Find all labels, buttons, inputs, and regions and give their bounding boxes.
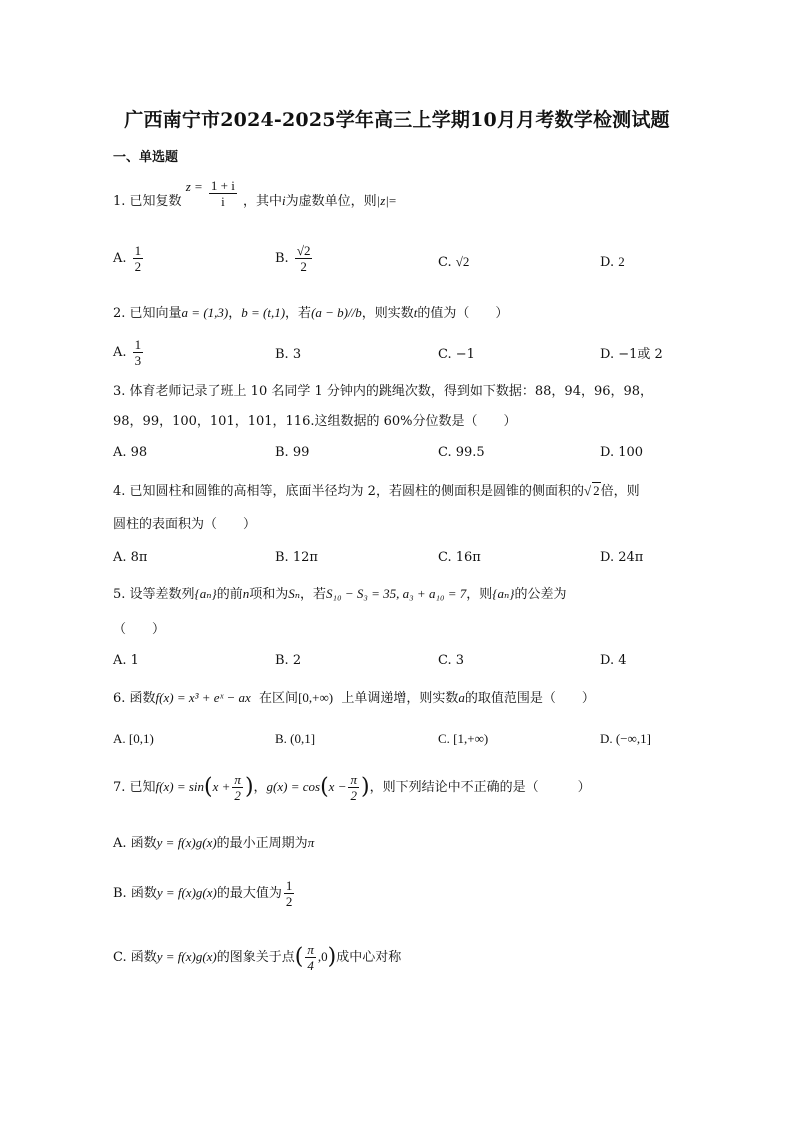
question-6: 6. 函数f(x) = x³ + eˣ − ax 在区间[0,+∞) 上单调递增，则实数a的取值范围是（ ） [113,690,595,706]
q2-option-b[interactable]: B. 3 [275,347,302,362]
q5-option-a[interactable]: A. 1 [113,653,139,668]
q6-option-d[interactable]: D. (−∞,1] [600,731,651,746]
q1-option-c[interactable]: C. √2 [438,254,470,270]
q7-option-c[interactable]: C. 函数y = f(x)g(x)的图象关于点( $\frac{\pi}{4}$ ,0)成中心对称 [113,942,402,973]
question-4-line-2: 圆柱的表面积为（ ） [113,517,257,532]
question-5-line-1: 5. 设等差数列{aₙ}的前n项和为Sₙ，若S₁₀ − S₃ = 35, a₃ + a₁₀ = 7，则{aₙ}的公差为 [113,586,567,602]
q5-option-b[interactable]: B. 2 [275,653,302,668]
q4-option-a[interactable]: A. 8π [113,550,148,565]
q4-option-d[interactable]: D. 24π [600,550,644,565]
fraction: $\frac{1 + i}{i}$ [210,178,235,209]
question-1: 1. 已知复数 z = $\frac{1 + i}{i}$ ，其中i为虚数单位，则|z|= [113,178,397,209]
q6-option-a[interactable]: A. [0,1) [113,731,154,746]
q2-option-d[interactable]: D. −1或 2 [600,347,663,362]
q5-option-c[interactable]: C. 3 [438,653,465,668]
question-4-line-1: 4. 已知圆柱和圆锥的高相等，底面半径均为 2，若圆柱的侧面积是圆锥的侧面积的√ 2倍，则 [113,483,640,499]
question-3-line-2: 98，99，100，101，101，116.这组数据的 60%分位数是（ ） [113,414,517,429]
question-2: 2. 已知向量a = (1,3)，b = (t,1)，若(a − b)//b，则实数t的值为（ ） [113,305,509,321]
q3-option-c[interactable]: C. 99.5 [438,445,485,460]
q6-option-c[interactable]: C. [1,+∞) [438,731,489,746]
q3-option-a[interactable]: A. 98 [113,445,148,460]
section-heading-single-choice: 一、单选题 [113,150,179,165]
q4-option-b[interactable]: B. 12π [275,550,318,565]
question-3-line-1: 3. 体育老师记录了班上 10 名同学 1 分钟内的跳绳次数，得到如下数据：88，94，96，98， [113,384,654,399]
q2-option-a[interactable]: A. $\frac{1}{3}$ [113,337,142,368]
q1-option-b[interactable]: B. $\frac{√2}{2}$ [275,243,311,274]
q6-option-b[interactable]: B. (0,1] [275,731,316,746]
page-title: 广西南宁市2024-2025学年高三上学期10月月考数学检测试题 [124,109,670,131]
question-5-line-2: （ ） [113,622,166,637]
q1-option-d[interactable]: D. 2 [600,254,625,270]
q4-option-c[interactable]: C. 16π [438,550,481,565]
q1-option-a[interactable]: A. $\frac{1}{2}$ [113,243,142,274]
q7-option-b[interactable]: B. 函数y = f(x)g(x)的最大值为 $\frac{1}{2}$ [113,878,293,909]
q3-option-d[interactable]: D. 100 [600,445,644,460]
q7-option-a[interactable]: A. 函数y = f(x)g(x)的最小正周期为π [113,835,315,851]
q5-option-d[interactable]: D. 4 [600,653,627,668]
q2-option-c[interactable]: C. −1 [438,347,475,362]
q3-option-b[interactable]: B. 99 [275,445,310,460]
question-7: 7. 已知f(x) = sin(x + $\frac{\pi}{2}$ )，g(x) = cos(x − $\frac{\pi}{2}$ )，则下列结论中不正确的是（ ） [113,772,591,803]
